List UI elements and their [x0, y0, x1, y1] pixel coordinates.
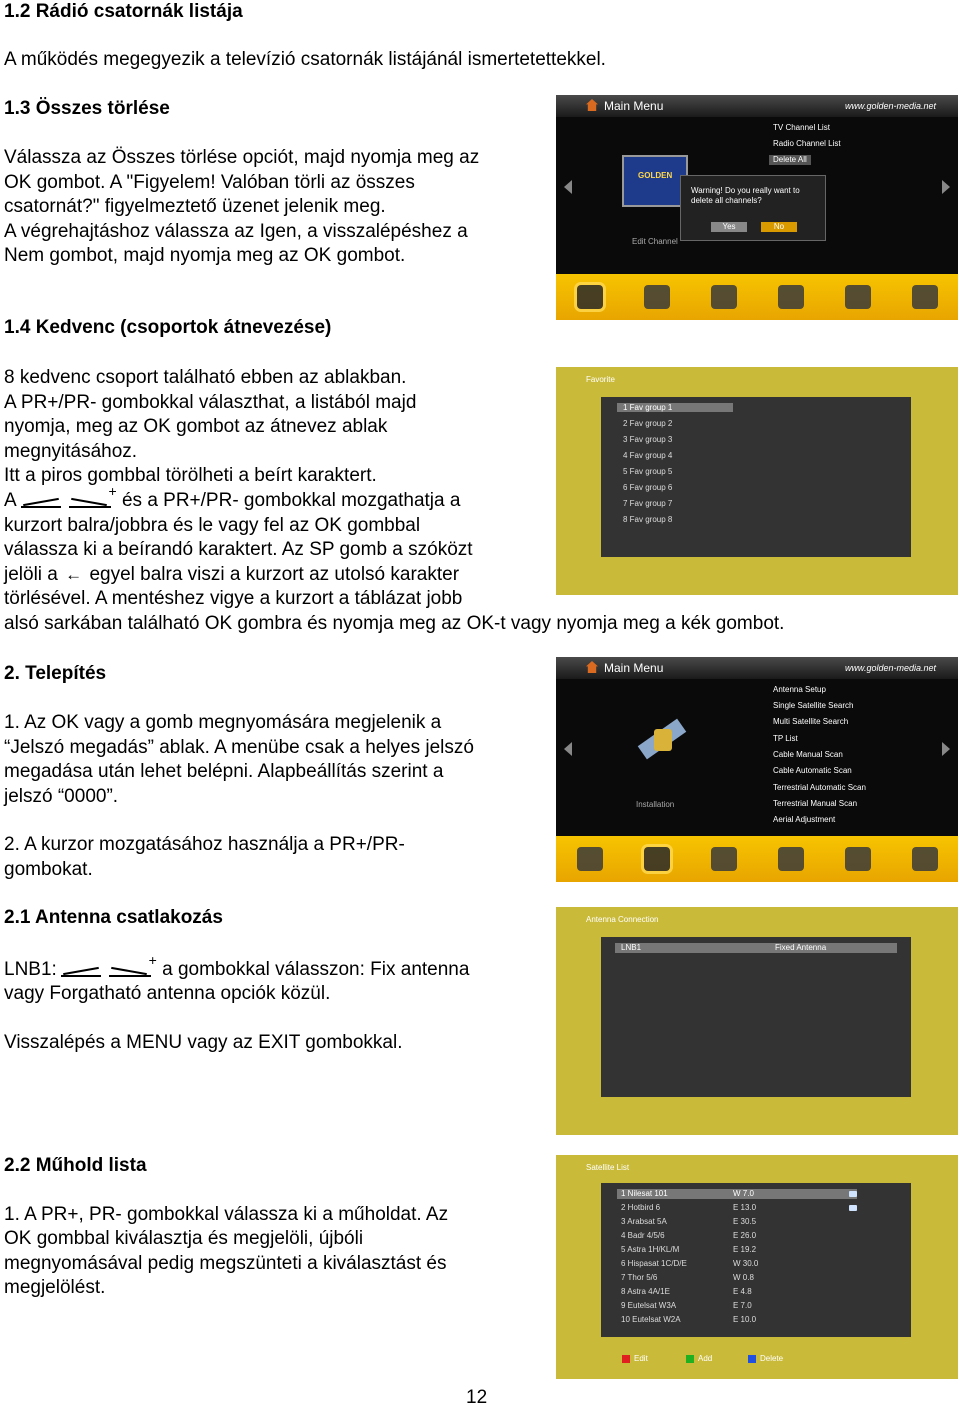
media-menu-icon: [711, 285, 737, 309]
media-menu-icon: [711, 847, 737, 871]
play-menu-icon: [912, 285, 938, 309]
text: és a PR+/PR- gombokkal mozgathatja a: [121, 490, 461, 511]
table-row[interactable]: [617, 1287, 857, 1297]
sat-name: 10 Eutelsat W2A: [621, 1315, 681, 1324]
menu-item: Single Satellite Search: [773, 701, 854, 710]
screen-header: Antenna Connection: [586, 915, 659, 924]
yes-button[interactable]: Yes: [711, 222, 747, 232]
screenshot-satellite-list: [556, 1155, 958, 1379]
blue-key-icon: [748, 1355, 756, 1363]
volume-down-icon: [21, 492, 61, 510]
checkmark-icon: [849, 1191, 857, 1197]
screenshot-antenna-connection: [556, 907, 958, 1135]
menu-item: Multi Satellite Search: [773, 717, 849, 726]
menu-icon-row: [556, 836, 958, 882]
heading-1-4: 1.4 Kedvenc (csoportok átnevezése): [4, 317, 332, 338]
sat-position: E 4.8: [733, 1287, 752, 1296]
red-key-icon: [622, 1355, 630, 1363]
side-label: Installation: [636, 800, 675, 809]
paragraph-line: megadása után lehet belépni. Alapbeállítás szerint a: [4, 761, 444, 782]
menu-item: TP List: [773, 734, 798, 743]
menu-item: Antenna Setup: [773, 685, 826, 694]
sat-position: E 26.0: [733, 1231, 757, 1240]
play-menu-icon: [912, 847, 938, 871]
website-url: www.golden-media.net: [844, 101, 936, 111]
home-icon: [586, 99, 598, 111]
sat-name: 2 Hotbird 6: [621, 1203, 661, 1212]
menu-title: Main Menu: [604, 99, 664, 113]
paragraph-line: vagy Forgatható antenna opciók közül.: [4, 983, 331, 1004]
menu-bar: [556, 657, 958, 679]
paragraph-line: nyomja, meg az OK gombot az átnevez ablak: [4, 416, 388, 437]
paragraph-line: [4, 482, 461, 514]
paragraph-line: “Jelszó megadás” ablak. A menübe csak a helyes jelszó: [4, 737, 474, 758]
back-arrow-icon: ←: [65, 565, 83, 584]
sat-position: E 13.0: [733, 1203, 757, 1212]
screenshot-delete-all: [556, 95, 958, 320]
paragraph-line: A végrehajtáshoz válassza az Igen, a visszalépéshez a: [4, 221, 468, 242]
screenshot-favorite: [556, 367, 958, 595]
volume-down-icon: [61, 961, 101, 979]
paragraph-line: 2. A kurzor mozgatásához használja a PR+/PR-: [4, 834, 405, 855]
paragraph-line: 1. A PR+, PR- gombokkal válassza ki a műholdat. Az: [4, 1204, 449, 1225]
sat-name: 7 Thor 5/6: [621, 1273, 658, 1282]
paragraph-line: 8 kedvenc csoport található ebben az ablakban.: [4, 367, 407, 388]
satellite-list: [601, 1183, 911, 1337]
sat-position: E 30.5: [733, 1217, 757, 1226]
paragraph-line: megjelölést.: [4, 1277, 106, 1298]
heading-2-1: 2.1 Antenna csatlakozás: [4, 907, 223, 928]
paragraph-line: 1. Az OK vagy a gomb megnyomására megjelenik a: [4, 712, 442, 733]
text: A: [4, 490, 17, 511]
paragraph-line: [4, 951, 470, 983]
text: jelöli a: [4, 564, 58, 585]
tools-menu-icon: [778, 285, 804, 309]
arrow-left-icon: [564, 180, 572, 194]
heading-1-2: 1.2 Rádió csatornák listája: [4, 1, 243, 22]
volume-up-icon: +: [109, 961, 153, 979]
antenna-panel: [601, 937, 911, 1097]
list-item[interactable]: 8 Fav group 8: [623, 515, 673, 524]
table-row[interactable]: [617, 1245, 857, 1255]
table-row[interactable]: [617, 1315, 857, 1325]
sat-position: E 7.0: [733, 1301, 752, 1310]
sat-name: 1 Nilesat 101: [621, 1189, 668, 1198]
add-label: Add: [698, 1354, 713, 1363]
sat-position: E 19.2: [733, 1245, 757, 1254]
list-item[interactable]: 7 Fav group 7: [623, 499, 673, 508]
sat-position: E 10.0: [733, 1315, 757, 1324]
warning-line: delete all channels?: [691, 196, 762, 205]
satellite-menu-icon: [644, 285, 670, 309]
edit-label: Edit: [634, 1354, 648, 1363]
heading-1-3: 1.3 Összes törlése: [4, 98, 170, 119]
tools-menu-icon: [778, 847, 804, 871]
tv-menu-icon: [577, 285, 603, 309]
delete-label: Delete: [760, 1354, 784, 1363]
table-row[interactable]: [617, 1217, 857, 1227]
table-row[interactable]: [617, 1189, 857, 1199]
menu-icon-row: [556, 274, 958, 320]
table-row[interactable]: [617, 1259, 857, 1269]
tv-icon: [622, 155, 688, 207]
side-label: Edit Channel: [632, 237, 678, 246]
website-url: www.golden-media.net: [844, 663, 936, 673]
warning-dialog: [680, 175, 826, 241]
sat-position: W 7.0: [733, 1189, 754, 1198]
arrow-right-icon: [942, 180, 950, 194]
screen-header: Satellite List: [586, 1163, 630, 1172]
no-button[interactable]: No: [761, 222, 797, 232]
warning-line: Warning! Do you really want to: [691, 186, 800, 195]
lnb-row[interactable]: [615, 943, 897, 953]
list-item[interactable]: 4 Fav group 4: [623, 451, 673, 460]
paragraph-line: Visszalépés a MENU vagy az EXIT gombokkal.: [4, 1032, 403, 1053]
paragraph-line: kurzort balra/jobbra és le vagy fel az OK gombbal: [4, 515, 421, 536]
sat-position: W 0.8: [733, 1273, 754, 1282]
sat-name: 5 Astra 1H/KL/M: [621, 1245, 680, 1254]
paragraph-line: Válassza az Összes törlése opciót, majd nyomja meg az: [4, 147, 480, 168]
lnb-value: Fixed Antenna: [775, 943, 827, 952]
paragraph-line: OK gombbal kiválasztja és megjelöli, újbóli: [4, 1228, 364, 1249]
paragraph-line: OK gombot. A "Figyelem! Valóban törli az összes: [4, 172, 415, 193]
paragraph-line: megnyomásával pedig megszünteti a kiválasztást és: [4, 1253, 447, 1274]
paragraph-line: törlésével. A mentéshez vigye a kurzort a táblázat jobb: [4, 588, 463, 609]
menu-item-selected: Delete All: [769, 155, 811, 165]
menu-item: Cable Manual Scan: [773, 750, 843, 759]
globe-menu-icon: [845, 847, 871, 871]
volume-up-icon: +: [69, 492, 113, 510]
table-row[interactable]: [617, 1301, 857, 1311]
menu-bar: [556, 95, 958, 117]
paragraph-line: jelszó “0000”.: [4, 786, 119, 807]
paragraph-line: csatornát?" figyelmeztető üzenet jelenik meg.: [4, 196, 386, 217]
home-icon: [586, 661, 598, 673]
globe-menu-icon: [845, 285, 871, 309]
menu-item: Aerial Adjustment: [773, 815, 836, 824]
text: LNB1:: [4, 959, 57, 980]
table-row[interactable]: [617, 1273, 857, 1283]
paragraph-line: Itt a piros gombbal törölheti a beírt karaktert.: [4, 465, 377, 486]
lnb-label: LNB1: [621, 943, 642, 952]
sat-name: 6 Hispasat 1C/D/E: [621, 1259, 687, 1268]
list-item[interactable]: 2 Fav group 2: [623, 419, 673, 428]
screen-header: Favorite: [586, 375, 615, 384]
paragraph-line: [4, 563, 459, 588]
paragraph-line: gombokat.: [4, 859, 93, 880]
green-key-icon: [686, 1355, 694, 1363]
paragraph-line: megnyitásához.: [4, 441, 138, 462]
list-item[interactable]: 3 Fav group 3: [623, 435, 673, 444]
page-number: 12: [466, 1387, 488, 1408]
menu-title: Main Menu: [604, 661, 664, 675]
logo-text: GOLDEN: [638, 171, 673, 180]
list-item[interactable]: 6 Fav group 6: [623, 483, 673, 492]
sat-name: 4 Badr 4/5/6: [621, 1231, 665, 1240]
tv-menu-icon: [577, 847, 603, 871]
menu-item: Terrestrial Automatic Scan: [773, 783, 866, 792]
arrow-left-icon: [564, 742, 572, 756]
table-row[interactable]: [617, 1203, 857, 1213]
sat-position: W 30.0: [733, 1259, 759, 1268]
paragraph-line: válassza ki a beírandó karaktert. Az SP gomb a szóközt: [4, 539, 473, 560]
paragraph-line: alsó sarkában található OK gombra és nyomja meg az OK-t vagy nyomja meg a kék gombot.: [4, 613, 785, 634]
list-item-selected[interactable]: 1 Fav group 1: [617, 403, 733, 412]
checkmark-icon: [849, 1205, 857, 1211]
menu-item: TV Channel List: [773, 123, 830, 132]
paragraph-line: A PR+/PR- gombokkal választhat, a listából majd: [4, 392, 417, 413]
sat-name: 9 Eutelsat W3A: [621, 1301, 677, 1310]
paragraph: A működés megegyezik a televízió csatornák listájánál ismertetettekkel.: [4, 49, 606, 70]
text: egyel balra viszi a kurzort az utolsó karakter: [89, 564, 460, 585]
paragraph-line: Nem gombot, majd nyomja meg az OK gombot.: [4, 245, 406, 266]
text: a gombokkal válasszon: Fix antenna: [162, 959, 470, 980]
satellite-icon: [632, 711, 692, 771]
screenshot-installation: [556, 657, 958, 882]
favorite-list: [601, 397, 911, 557]
arrow-right-icon: [942, 742, 950, 756]
heading-2-2: 2.2 Műhold lista: [4, 1155, 147, 1176]
sat-name: 3 Arabsat 5A: [621, 1217, 667, 1226]
table-row[interactable]: [617, 1231, 857, 1241]
menu-item: Radio Channel List: [773, 139, 841, 148]
satellite-menu-icon: [644, 847, 670, 871]
menu-item: Terrestrial Manual Scan: [773, 799, 858, 808]
sat-name: 8 Astra 4A/1E: [621, 1287, 670, 1296]
heading-2: 2. Telepítés: [4, 663, 107, 684]
menu-item: Cable Automatic Scan: [773, 766, 852, 775]
list-item[interactable]: 5 Fav group 5: [623, 467, 673, 476]
